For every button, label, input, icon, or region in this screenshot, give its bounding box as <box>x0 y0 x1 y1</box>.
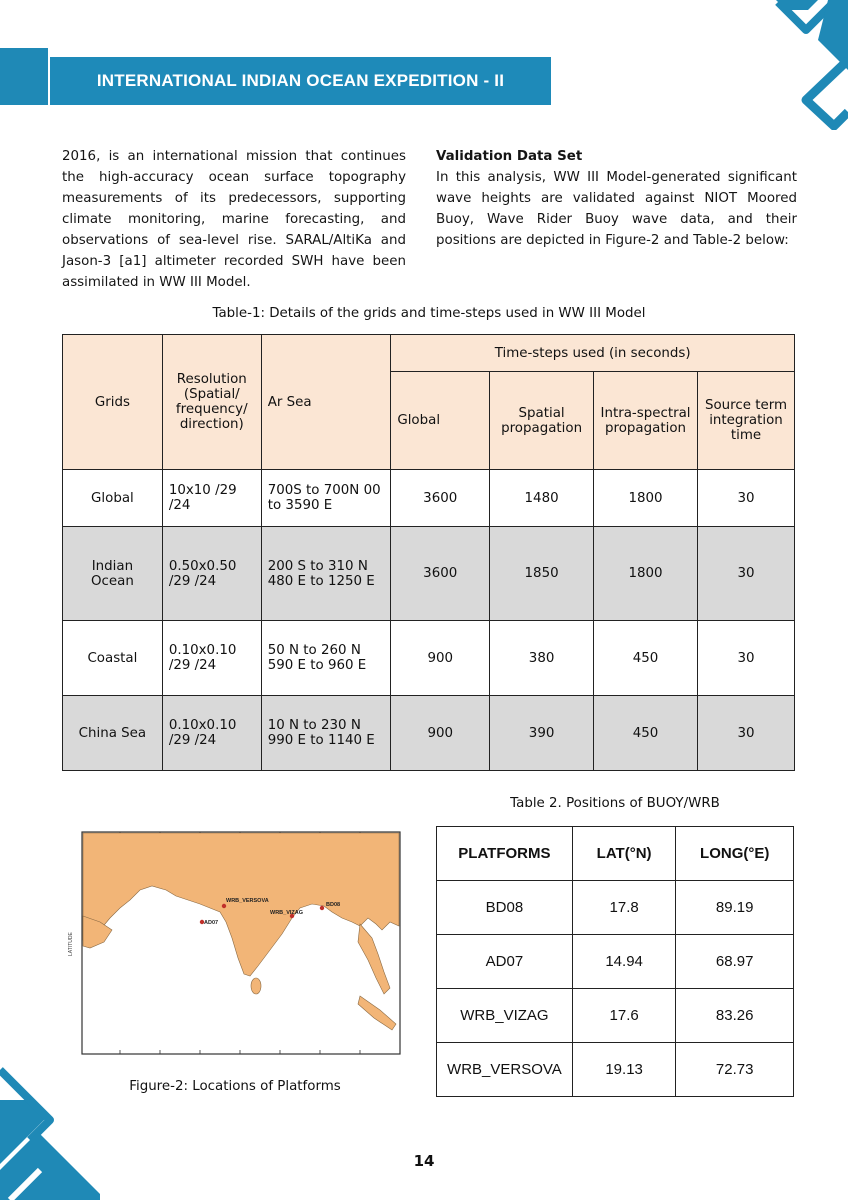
table-header-row <box>437 827 794 881</box>
cell-lat: 14.94 <box>572 935 676 989</box>
cell-long: 83.26 <box>676 989 794 1043</box>
validation-heading: Validation Data Set <box>436 149 583 164</box>
cell-resolution: 10x10 /29 /24 <box>162 470 261 527</box>
cell-area: 50 N to 260 N 590 E to 960 E <box>261 621 391 696</box>
header-spatial-propagation: Spatial propagation <box>490 372 594 470</box>
label-bd08: BD08 <box>326 902 341 908</box>
header-ar-sea: Ar Sea <box>261 335 391 470</box>
cell-long: 72.73 <box>676 1043 794 1097</box>
table1-caption: Table-1: Details of the grids and time-steps used in WW III Model <box>212 306 646 321</box>
cell-source: 30 <box>697 470 794 527</box>
header-platforms: PLATFORMS <box>437 827 573 881</box>
cell-spatial: 380 <box>490 621 594 696</box>
label-wrb-vizag: WRB_VIZAG <box>270 910 303 916</box>
intro-paragraph: 2016, is an international mission that continues the high-accuracy ocean surface topography measurements of its predecessors, supporting climate monitoring, marine forecasting, and observations of sea-level rise. SARAL/AltiKa and Jason-3 [a1] altimeter recorded SWH have been assimilated in WW III Model. <box>62 149 406 290</box>
cell-source: 30 <box>697 621 794 696</box>
figure-caption: Figure-2: Locations of Platforms <box>129 1079 341 1094</box>
grid-timesteps-table <box>62 334 795 771</box>
sri-lanka <box>251 978 261 994</box>
header-long: LONG(°E) <box>676 827 794 881</box>
cell-source: 30 <box>697 696 794 771</box>
cell-lat: 17.6 <box>572 989 676 1043</box>
cell-intra: 1800 <box>594 527 698 621</box>
cell-grid: China Sea <box>63 696 163 771</box>
cell-spatial: 390 <box>490 696 594 771</box>
table-row <box>437 989 794 1043</box>
validation-paragraph: In this analysis, WW III Model-generated significant wave heights are validated against NIOT Moored Buoy, Wave Rider Buoy wave data, and their positions are depicted in Figure-2 and Table-2 below: <box>436 170 797 248</box>
cell-global: 3600 <box>391 527 490 621</box>
cell-source: 30 <box>697 527 794 621</box>
cell-spatial: 1850 <box>490 527 594 621</box>
cell-platform: AD07 <box>437 935 573 989</box>
cell-grid: Indian Ocean <box>63 527 163 621</box>
cell-grid: Coastal <box>63 621 163 696</box>
table2-caption: Table 2. Positions of BUOY/WRB <box>510 796 720 811</box>
cell-spatial: 1480 <box>490 470 594 527</box>
page-number: 14 <box>413 1152 435 1170</box>
cell-resolution: 0.10x0.10 /29 /24 <box>162 621 261 696</box>
page-header-title: INTERNATIONAL INDIAN OCEAN EXPEDITION - II <box>96 71 505 90</box>
marker-wrb-versova <box>222 904 226 908</box>
cell-area: 700S to 700N 00 to 3590 E <box>261 470 391 527</box>
banner-tab <box>0 48 48 105</box>
cell-platform: WRB_VERSOVA <box>437 1043 573 1097</box>
cell-intra: 450 <box>594 621 698 696</box>
right-column <box>436 146 797 251</box>
cell-platform: BD08 <box>437 881 573 935</box>
header-lat: LAT(°N) <box>572 827 676 881</box>
cell-area: 10 N to 230 N 990 E to 1140 E <box>261 696 391 771</box>
table-row <box>437 1043 794 1097</box>
cell-platform: WRB_VIZAG <box>437 989 573 1043</box>
corner-decoration-top-right <box>738 0 848 130</box>
cell-long: 89.19 <box>676 881 794 935</box>
header-banner <box>50 57 551 105</box>
cell-intra: 450 <box>594 696 698 771</box>
header-timesteps: Time-steps used (in seconds) <box>391 335 795 372</box>
table-row <box>63 621 795 696</box>
platform-positions-table <box>436 826 794 1097</box>
cell-long: 68.97 <box>676 935 794 989</box>
table-row <box>63 696 795 771</box>
header-source-term: Source term integration time <box>697 372 794 470</box>
cell-resolution: 0.50x0.50 /29 /24 <box>162 527 261 621</box>
header-grids: Grids <box>63 335 163 470</box>
cell-resolution: 0.10x0.10 /29 /24 <box>162 696 261 771</box>
platform-location-map <box>60 826 410 1066</box>
cell-lat: 17.8 <box>572 881 676 935</box>
cell-lat: 19.13 <box>572 1043 676 1097</box>
left-column <box>62 146 406 293</box>
cell-area: 200 S to 310 N 480 E to 1250 E <box>261 527 391 621</box>
cell-global: 900 <box>391 696 490 771</box>
table-row <box>63 470 795 527</box>
cell-grid: Global <box>63 470 163 527</box>
label-wrb-versova: WRB_VERSOVA <box>226 898 269 904</box>
map-y-axis-label: LATITUDE <box>68 932 74 956</box>
cell-global: 900 <box>391 621 490 696</box>
header-global: Global <box>391 372 490 470</box>
cell-intra: 1800 <box>594 470 698 527</box>
label-ad07: AD07 <box>204 920 219 926</box>
table-row <box>63 527 795 621</box>
marker-bd08 <box>320 906 324 910</box>
cell-global: 3600 <box>391 470 490 527</box>
corner-decoration-bottom-left <box>0 1050 110 1200</box>
header-resolution: Resolution (Spatial/ frequency/ direction) <box>162 335 261 470</box>
header-intra-spectral: Intra-spectral propagation <box>594 372 698 470</box>
table-row <box>437 935 794 989</box>
table-row <box>437 881 794 935</box>
